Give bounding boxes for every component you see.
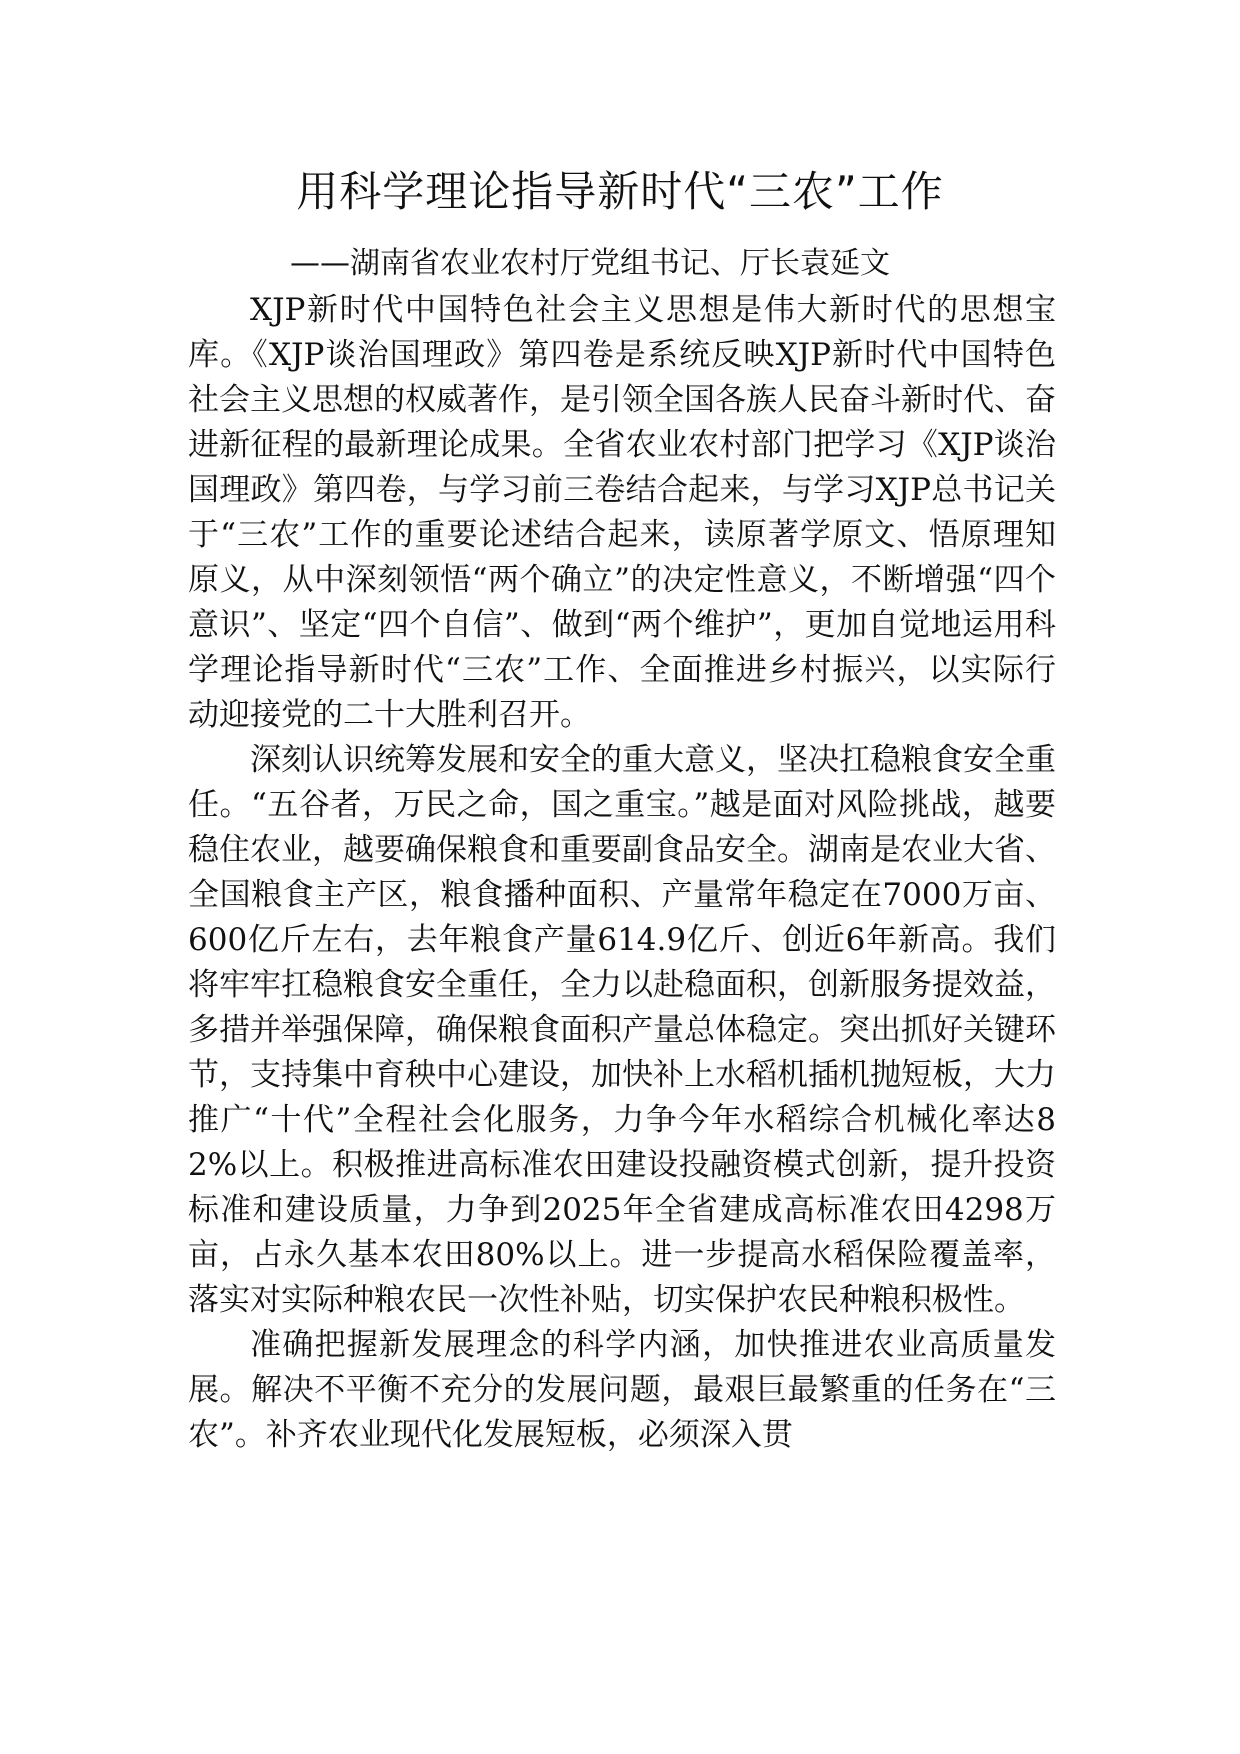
document-title: 用科学理论指导新时代“三农”工作	[296, 167, 944, 216]
body-paragraph-3: 准确把握新发展理念的科学内涵，加快推进农业高质量发展。解决不平衡不充分的发展问题，最艰巨最繁重的任务在“三农”。补齐农业现代化发展短板，必须深入贯	[188, 1327, 1056, 1453]
body-paragraph-2: 深刻认识统筹发展和安全的重大意义，坚决扛稳粮食安全重任。“五谷者，万民之命，国之重宝。”越是面对风险挑战，越要稳住农业，越要确保粮食和重要副食品安全。湖南是农业大省、全国粮食主产区，粮食播种面积、产量常年稳定在7000万亩、600亿斤左右，去年粮食产量614.9亿斤、创近6年新高。我们将牢牢扛稳粮食安全重任，全力以赴稳面积，创新服务提效益，多措并举强保障，确保粮食面积产量总体稳定。突出抓好关键环节，支持集中育秧中心建设，加快补上水稻机插机抛短板，大力推广“十代”全程社会化服务，力争今年水稻综合机械化率达82%以上。积极推进高标准农田建设投融资模式创新，提升投资标准和建设质量，力争到2025年全省建成高标准农田4298万亩，占永久基本农田80%以上。进一步提高水稻保险覆盖率，落实对实际种粮农民一次性补贴，切实保护农民种粮积极性。	[188, 742, 1056, 1318]
document-subtitle: ——湖南省农业农村厅党组书记、厅长袁延文	[290, 246, 890, 281]
document-body	[188, 288, 1056, 1458]
body-paragraph-1: XJP新时代中国特色社会主义思想是伟大新时代的思想宝库。《XJP谈治国理政》第四卷是系统反映XJP新时代中国特色社会主义思想的权威著作，是引领全国各族人民奋斗新时代、奋进新征程的最新理论成果。全省农业农村部门把学习《XJP谈治国理政》第四卷，与学习前三卷结合起来，与学习XJP总书记关于“三农”工作的重要论述结合起来，读原著学原文、悟原理知原义，从中深刻领悟“两个确立”的决定性意义，不断增强“四个意识”、坚定“四个自信”、做到“两个维护”，更加自觉地运用科学理论指导新时代“三农”工作、全面推进乡村振兴，以实际行动迎接党的二十大胜利召开。	[188, 292, 1056, 733]
